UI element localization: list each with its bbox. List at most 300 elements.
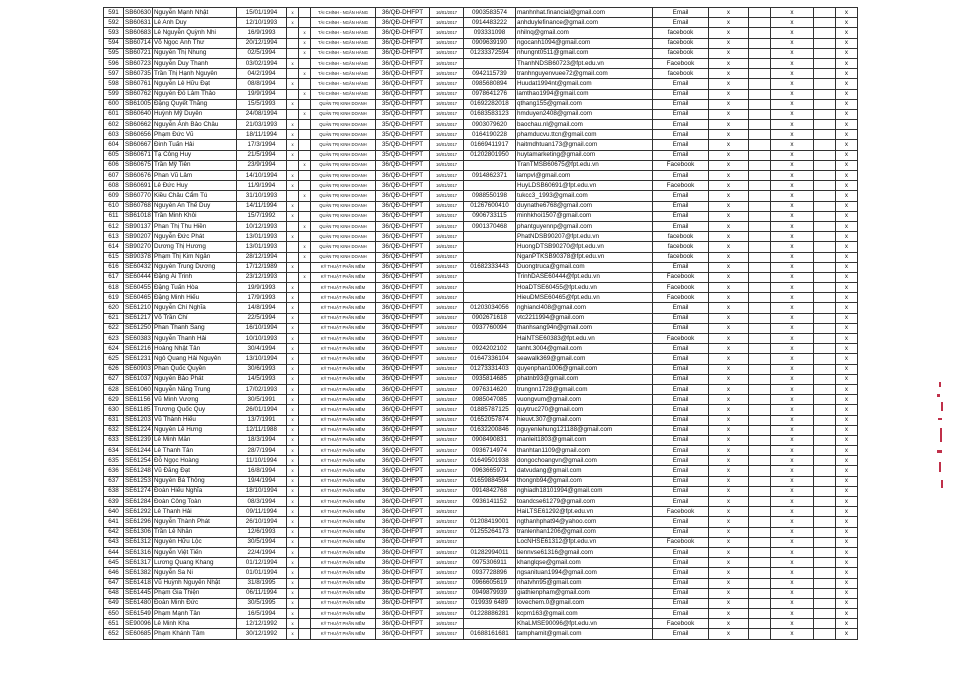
cell-name: Trần Thị Hạnh Nguyên	[153, 69, 237, 79]
cell-phone	[464, 537, 516, 547]
cell-c5: x	[836, 79, 858, 89]
cell-female	[299, 334, 311, 344]
cell-c3: x	[771, 517, 814, 527]
cell-phone	[464, 272, 516, 282]
cell-email: giathienpham@gmail.com	[516, 588, 653, 598]
cell-c3: x	[771, 456, 814, 466]
cell-code: SE60465	[124, 293, 153, 303]
table-row	[104, 109, 858, 119]
table-row	[104, 497, 858, 507]
cell-date: 16/01/2017	[430, 89, 464, 99]
table-row	[104, 425, 858, 435]
cell-male: x	[287, 313, 299, 323]
cell-c2	[749, 211, 771, 221]
cell-stt: 603	[104, 130, 124, 140]
cell-stt: 630	[104, 405, 124, 415]
cell-c5: x	[836, 374, 858, 384]
cell-stt: 596	[104, 58, 124, 68]
cell-stt: 638	[104, 486, 124, 496]
cell-c2	[749, 497, 771, 507]
cell-unit: KỸ THUẬT PHẦN MỀM	[311, 446, 376, 456]
cell-code: SB60770	[124, 191, 153, 201]
cell-dob: 18/10/1994	[237, 486, 287, 496]
cell-date: 16/01/2017	[430, 160, 464, 170]
cell-c2	[749, 588, 771, 598]
cell-name: Tạ Công Huy	[153, 150, 237, 160]
cell-stt: 632	[104, 425, 124, 435]
cell-decision: 36/QĐ-DHFPT	[376, 303, 430, 313]
cell-dob: 17/3/1994	[237, 140, 287, 150]
cell-c1: x	[709, 252, 749, 262]
cell-unit: KỸ THUẬT PHẦN MỀM	[311, 283, 376, 293]
cell-phone	[464, 181, 516, 191]
cell-c4	[814, 466, 836, 476]
cell-unit: KỸ THUẬT PHẦN MỀM	[311, 476, 376, 486]
cell-code: SE61549	[124, 609, 153, 619]
cell-c5: x	[836, 334, 858, 344]
cell-dob: 12/10/1993	[237, 18, 287, 28]
cell-contact: Email	[653, 313, 709, 323]
cell-contact: Email	[653, 446, 709, 456]
cell-date: 16/01/2017	[430, 58, 464, 68]
cell-c2	[749, 435, 771, 445]
cell-email: datvudang@gmail.com	[516, 466, 653, 476]
cell-c5: x	[836, 211, 858, 221]
cell-code: SE61217	[124, 313, 153, 323]
cell-code: SB60714	[124, 38, 153, 48]
cell-stt: 626	[104, 364, 124, 374]
cell-decision: 36/QĐ-DHFPT	[376, 415, 430, 425]
cell-c3: x	[771, 201, 814, 211]
cell-decision: 35/QĐ-DHFPT	[376, 150, 430, 160]
cell-code: SE61382	[124, 568, 153, 578]
cell-c3: x	[771, 130, 814, 140]
cell-c4	[814, 364, 836, 374]
cell-c1: x	[709, 405, 749, 415]
cell-c1: x	[709, 160, 749, 170]
cell-c5: x	[836, 201, 858, 211]
cell-email: vuongvum@gmail.com	[516, 395, 653, 405]
cell-name: Nguyễn Bá Thông	[153, 476, 237, 486]
cell-code: SE61480	[124, 598, 153, 608]
cell-male: x	[287, 262, 299, 272]
cell-decision: 36/QĐ-DHFPT	[376, 527, 430, 537]
cell-female	[299, 456, 311, 466]
cell-c1: x	[709, 8, 749, 18]
cell-c2	[749, 150, 771, 160]
cell-c3: x	[771, 262, 814, 272]
cell-decision: 36/QĐ-DHFPT	[376, 588, 430, 598]
cell-stt: 615	[104, 252, 124, 262]
cell-dob: 01/01/1994	[237, 568, 287, 578]
table-row	[104, 181, 858, 191]
cell-male	[287, 272, 299, 282]
cell-unit: KỸ THUẬT PHẦN MỀM	[311, 272, 376, 282]
cell-unit: KỸ THUẬT PHẦN MỀM	[311, 395, 376, 405]
cell-unit: KỸ THUẬT PHẦN MỀM	[311, 303, 376, 313]
cell-c2	[749, 629, 771, 639]
cell-female	[299, 537, 311, 547]
cell-c4	[814, 160, 836, 170]
table-row	[104, 578, 858, 588]
table-row	[104, 242, 858, 252]
cell-c1: x	[709, 476, 749, 486]
table-row	[104, 160, 858, 170]
cell-email: huytamarketing@gmail.com	[516, 150, 653, 160]
cell-male: x	[287, 476, 299, 486]
cell-date: 16/01/2017	[430, 221, 464, 231]
margin-marks	[936, 382, 950, 492]
cell-decision: 36/QĐ-DHFPT	[376, 395, 430, 405]
cell-email: Duongtruca@gmail.com	[516, 262, 653, 272]
cell-stt: 637	[104, 476, 124, 486]
cell-c3: x	[771, 578, 814, 588]
cell-code: SB60671	[124, 150, 153, 160]
cell-male: x	[287, 140, 299, 150]
cell-c5: x	[836, 425, 858, 435]
table-row	[104, 221, 858, 231]
cell-dob: 30/4/1994	[237, 344, 287, 354]
cell-date: 16/01/2017	[430, 364, 464, 374]
cell-decision: 36/QĐ-DHFPT	[376, 272, 430, 282]
table-row	[104, 79, 858, 89]
cell-contact: Email	[653, 303, 709, 313]
cell-date: 16/01/2017	[430, 201, 464, 211]
cell-c4	[814, 558, 836, 568]
cell-female	[299, 425, 311, 435]
cell-name: Phạm Thị Kim Ngân	[153, 252, 237, 262]
cell-c3: x	[771, 171, 814, 181]
cell-stt: 612	[104, 221, 124, 231]
cell-c4	[814, 313, 836, 323]
cell-unit: KỸ THUẬT PHẦN MỀM	[311, 262, 376, 272]
table-row	[104, 211, 858, 221]
cell-c2	[749, 547, 771, 557]
cell-dob: 14/5/1993	[237, 374, 287, 384]
cell-date: 16/01/2017	[430, 323, 464, 333]
cell-c3: x	[771, 354, 814, 364]
cell-female	[299, 323, 311, 333]
cell-name: Huỳnh Mỹ Duyên	[153, 109, 237, 119]
cell-c3: x	[771, 476, 814, 486]
cell-date: 16/01/2017	[430, 8, 464, 18]
cell-c1: x	[709, 221, 749, 231]
cell-decision: 36/QĐ-DHFPT	[376, 28, 430, 38]
cell-contact: Email	[653, 466, 709, 476]
cell-female: x	[299, 191, 311, 201]
cell-code: SE60432	[124, 262, 153, 272]
cell-dob: 11/10/1994	[237, 456, 287, 466]
table-row	[104, 344, 858, 354]
cell-name: Trần Lê Nhân	[153, 527, 237, 537]
cell-c5: x	[836, 446, 858, 456]
cell-unit: QUẢN TRỊ KINH DOANH	[311, 191, 376, 201]
table-row	[104, 517, 858, 527]
cell-c5: x	[836, 232, 858, 242]
cell-c1: x	[709, 486, 749, 496]
cell-female	[299, 354, 311, 364]
cell-unit: KỸ THUẬT PHẦN MỀM	[311, 547, 376, 557]
cell-unit: KỸ THUẬT PHẦN MỀM	[311, 435, 376, 445]
cell-phone: 01649501938	[464, 456, 516, 466]
cell-unit: KỸ THUẬT PHẦN MỀM	[311, 405, 376, 415]
cell-contact: Email	[653, 130, 709, 140]
cell-male	[287, 28, 299, 38]
cell-female: x	[299, 272, 311, 282]
cell-female	[299, 303, 311, 313]
cell-name: Lương Quang Khang	[153, 558, 237, 568]
cell-c5: x	[836, 191, 858, 201]
cell-c5: x	[836, 609, 858, 619]
cell-name: Đoàn Minh Đức	[153, 598, 237, 608]
cell-email: tanht.3004@gmail.com	[516, 344, 653, 354]
cell-stt: 614	[104, 242, 124, 252]
cell-male	[287, 242, 299, 252]
cell-name: Nguyễn Lê Hưng	[153, 425, 237, 435]
cell-dob: 23/9/1994	[237, 160, 287, 170]
cell-decision: 36/QĐ-DHFPT	[376, 354, 430, 364]
cell-dob: 15/01/1994	[237, 8, 287, 18]
cell-dob: 08/8/1994	[237, 79, 287, 89]
cell-male: x	[287, 415, 299, 425]
cell-c2	[749, 48, 771, 58]
cell-c3: x	[771, 160, 814, 170]
cell-contact: Email	[653, 18, 709, 28]
cell-c4	[814, 130, 836, 140]
cell-name: Lê Đức Huy	[153, 181, 237, 191]
cell-unit: TÀI CHÍNH - NGÂN HÀNG	[311, 8, 376, 18]
cell-phone: 0902671618	[464, 313, 516, 323]
cell-code: SE61239	[124, 435, 153, 445]
table-row	[104, 415, 858, 425]
cell-female	[299, 476, 311, 486]
cell-contact: facebook	[653, 48, 709, 58]
cell-decision: 36/QĐ-DHFPT	[376, 435, 430, 445]
cell-unit: QUẢN TRỊ KINH DOANH	[311, 252, 376, 262]
cell-c1: x	[709, 507, 749, 517]
cell-c4	[814, 344, 836, 354]
cell-date: 16/01/2017	[430, 232, 464, 242]
cell-c4	[814, 619, 836, 629]
cell-stt: 624	[104, 344, 124, 354]
cell-c2	[749, 395, 771, 405]
cell-c4	[814, 446, 836, 456]
cell-decision: 36/QĐ-DHFPT	[376, 58, 430, 68]
cell-c5: x	[836, 293, 858, 303]
cell-name: Phạm Gia Thiện	[153, 588, 237, 598]
cell-name: Phan Quốc Quyền	[153, 364, 237, 374]
cell-stt: 622	[104, 323, 124, 333]
cell-c4	[814, 79, 836, 89]
cell-name: Nguyễn Thị Nhung	[153, 48, 237, 58]
cell-decision: 35/QĐ-DHFPT	[376, 140, 430, 150]
cell-male	[287, 89, 299, 99]
cell-email: PhatNDSB90207@fpt.edu.vn	[516, 232, 653, 242]
cell-email: manhnhat.financial@gmail.com	[516, 8, 653, 18]
cell-stt: 649	[104, 598, 124, 608]
cell-contact: facebook	[653, 232, 709, 242]
cell-unit: TÀI CHÍNH - NGÂN HÀNG	[311, 79, 376, 89]
cell-decision: 36/QĐ-DHFPT	[376, 609, 430, 619]
cell-c5: x	[836, 28, 858, 38]
cell-phone	[464, 334, 516, 344]
cell-phone: 01669411917	[464, 140, 516, 150]
cell-c1: x	[709, 109, 749, 119]
cell-phone	[464, 293, 516, 303]
cell-name: Vũ Đăng Đạt	[153, 466, 237, 476]
cell-c4	[814, 303, 836, 313]
cell-male: x	[287, 395, 299, 405]
cell-c5: x	[836, 69, 858, 79]
cell-c4	[814, 486, 836, 496]
table-row	[104, 28, 858, 38]
cell-email: phatnb93@gmail.com	[516, 374, 653, 384]
cell-code: SB60667	[124, 140, 153, 150]
cell-female	[299, 435, 311, 445]
cell-c1: x	[709, 79, 749, 89]
cell-decision: 35/QĐ-DHFPT	[376, 109, 430, 119]
cell-c5: x	[836, 486, 858, 496]
cell-code: SE61231	[124, 354, 153, 364]
cell-contact: Email	[653, 79, 709, 89]
cell-c5: x	[836, 354, 858, 364]
cell-name: Phạm Mạnh Tân	[153, 609, 237, 619]
cell-contact: Email	[653, 568, 709, 578]
cell-c3: x	[771, 272, 814, 282]
cell-dob: 30/6/1993	[237, 364, 287, 374]
cell-c4	[814, 507, 836, 517]
cell-phone: 0978641276	[464, 89, 516, 99]
cell-code: SE61185	[124, 405, 153, 415]
cell-female	[299, 232, 311, 242]
cell-c3: x	[771, 181, 814, 191]
cell-email: minhkhoi1507@gmail.com	[516, 211, 653, 221]
cell-dob: 22/4/1994	[237, 547, 287, 557]
cell-c4	[814, 140, 836, 150]
cell-unit: KỸ THUẬT PHẦN MỀM	[311, 334, 376, 344]
cell-email: lampvl@gmail.com	[516, 171, 653, 181]
cell-email: thanhsang94n@gmail.com	[516, 323, 653, 333]
cell-c3: x	[771, 8, 814, 18]
cell-decision: 36/QĐ-DHFPT	[376, 18, 430, 28]
cell-email: ngthanhphat94@yahoo.com	[516, 517, 653, 527]
cell-c3: x	[771, 588, 814, 598]
cell-email: NganPTKSB90378@fpt.edu.vn	[516, 252, 653, 262]
cell-c1: x	[709, 344, 749, 354]
cell-female	[299, 619, 311, 629]
cell-c3: x	[771, 58, 814, 68]
cell-email: HaiLTSE61292@fpt.edu.vn	[516, 507, 653, 517]
table-row	[104, 384, 858, 394]
cell-c2	[749, 344, 771, 354]
cell-c1: x	[709, 598, 749, 608]
table-row	[104, 120, 858, 130]
cell-c2	[749, 364, 771, 374]
cell-c2	[749, 578, 771, 588]
cell-name: Đặng Ái Trinh	[153, 272, 237, 282]
table-row	[104, 446, 858, 456]
cell-c1: x	[709, 568, 749, 578]
cell-contact: Email	[653, 89, 709, 99]
cell-name: Nguyễn Thanh Hải	[153, 334, 237, 344]
cell-unit: KỸ THUẬT PHẦN MỀM	[311, 425, 376, 435]
cell-c4	[814, 181, 836, 191]
cell-email: hmduyen2408@gmail.com	[516, 109, 653, 119]
cell-c3: x	[771, 211, 814, 221]
cell-c4	[814, 354, 836, 364]
cell-code: SE60455	[124, 283, 153, 293]
cell-male	[287, 109, 299, 119]
cell-decision: 36/QĐ-DHFPT	[376, 8, 430, 18]
cell-c2	[749, 303, 771, 313]
cell-decision: 36/QĐ-DHFPT	[376, 517, 430, 527]
cell-c4	[814, 384, 836, 394]
table-row	[104, 568, 858, 578]
cell-unit: QUẢN TRỊ KINH DOANH	[311, 160, 376, 170]
cell-c1: x	[709, 99, 749, 109]
cell-email: HuyLDSB60691@fpt.edu.vn	[516, 181, 653, 191]
cell-c1: x	[709, 323, 749, 333]
cell-c4	[814, 18, 836, 28]
cell-decision: 36/QĐ-DHFPT	[376, 568, 430, 578]
cell-dob: 18/11/1994	[237, 130, 287, 140]
cell-male	[287, 191, 299, 201]
cell-dob: 18/3/1994	[237, 435, 287, 445]
cell-c4	[814, 334, 836, 344]
cell-contact: Email	[653, 364, 709, 374]
cell-c1: x	[709, 140, 749, 150]
cell-c4	[814, 191, 836, 201]
cell-email: anhduylefinance@gmail.com	[516, 18, 653, 28]
cell-stt: 639	[104, 497, 124, 507]
cell-date: 16/01/2017	[430, 354, 464, 364]
cell-c5: x	[836, 18, 858, 28]
cell-c5: x	[836, 272, 858, 282]
cell-unit: KỸ THUẬT PHẦN MỀM	[311, 527, 376, 537]
cell-name: Vũ Huỳnh Nguyên Nhật	[153, 578, 237, 588]
cell-date: 16/01/2017	[430, 334, 464, 344]
cell-c5: x	[836, 497, 858, 507]
cell-c1: x	[709, 232, 749, 242]
cell-decision: 36/QĐ-DHFPT	[376, 293, 430, 303]
cell-code: SB90207	[124, 232, 153, 242]
cell-phone	[464, 619, 516, 629]
cell-c2	[749, 425, 771, 435]
cell-unit: QUẢN TRỊ KINH DOANH	[311, 211, 376, 221]
cell-contact: facebook	[653, 28, 709, 38]
cell-name: Đặng Tuấn Hòa	[153, 283, 237, 293]
cell-decision: 36/QĐ-DHFPT	[376, 344, 430, 354]
cell-phone: 0914862371	[464, 171, 516, 181]
cell-decision: 36/QĐ-DHFPT	[376, 323, 430, 333]
cell-name: Nguyễn Đức Phát	[153, 232, 237, 242]
cell-contact: Facebook	[653, 334, 709, 344]
cell-decision: 36/QĐ-DHFPT	[376, 619, 430, 629]
cell-date: 16/01/2017	[430, 109, 464, 119]
cell-contact: facebook	[653, 242, 709, 252]
cell-female	[299, 262, 311, 272]
cell-phone: 0937760094	[464, 323, 516, 333]
cell-c5: x	[836, 598, 858, 608]
cell-code: SE61312	[124, 537, 153, 547]
cell-unit: QUẢN TRỊ KINH DOANH	[311, 232, 376, 242]
cell-c2	[749, 8, 771, 18]
cell-phone: 01202801950	[464, 150, 516, 160]
cell-name: Đỗ Ngọc Hoàng	[153, 456, 237, 466]
cell-c5: x	[836, 58, 858, 68]
cell-code: SB60630	[124, 8, 153, 18]
cell-c1: x	[709, 435, 749, 445]
